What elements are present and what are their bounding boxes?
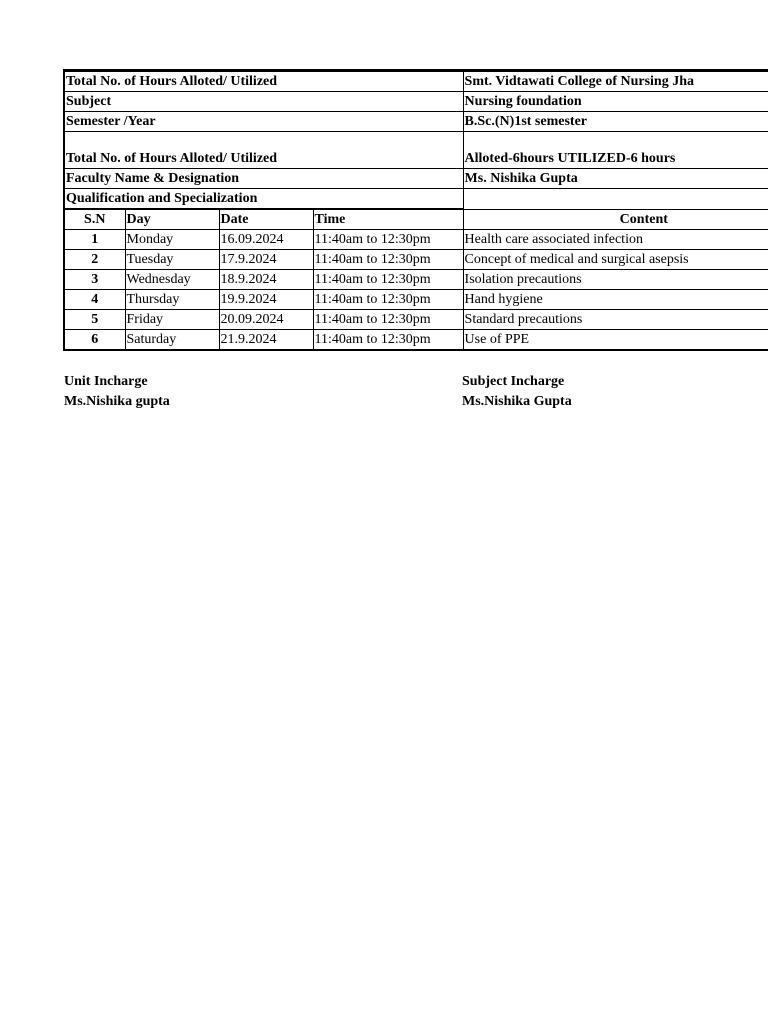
header-label: Semester /Year <box>64 112 463 132</box>
cell-sn: 1 <box>64 230 125 250</box>
cell-date: 21.9.2024 <box>219 330 313 351</box>
cell-time: 11:40am to 12:30pm <box>313 250 463 270</box>
table-row <box>64 290 768 310</box>
cell-date: 20.09.2024 <box>219 310 313 330</box>
cell-date: 17.9.2024 <box>219 250 313 270</box>
cell-date: 19.9.2024 <box>219 290 313 310</box>
column-header-time: Time <box>313 209 463 230</box>
cell-sn: 6 <box>64 330 125 351</box>
cell-time: 11:40am to 12:30pm <box>313 290 463 310</box>
cell-time: 11:40am to 12:30pm <box>313 330 463 351</box>
table-row <box>64 270 768 290</box>
cell-content: Use of PPE <box>463 330 768 351</box>
cell-sn: 5 <box>64 310 125 330</box>
header-row-semester <box>64 112 768 132</box>
header-label: Total No. of Hours Alloted/ Utilized <box>64 71 463 92</box>
subject-incharge-name: Ms.Nishika Gupta <box>462 394 572 409</box>
cell-time: 11:40am to 12:30pm <box>313 230 463 250</box>
header-label: Total No. of Hours Alloted/ Utilized <box>64 132 463 169</box>
schedule-header-row <box>64 209 768 230</box>
cell-content: Isolation precautions <box>463 270 768 290</box>
cell-sn: 4 <box>64 290 125 310</box>
unit-incharge-block <box>64 372 170 412</box>
header-label: Faculty Name & Designation <box>64 169 463 189</box>
cell-day: Wednesday <box>125 270 219 290</box>
unit-incharge-title: Unit Incharge <box>64 374 148 389</box>
lesson-plan-table <box>63 69 768 351</box>
column-header-day: Day <box>125 209 219 230</box>
table-row <box>64 310 768 330</box>
cell-sn: 2 <box>64 250 125 270</box>
subject-incharge-title: Subject Incharge <box>462 374 565 389</box>
cell-content: Health care associated infection <box>463 230 768 250</box>
semester-value: B.Sc.(N)1st semester <box>463 112 768 132</box>
cell-date: 18.9.2024 <box>219 270 313 290</box>
subject-incharge-block <box>462 372 572 412</box>
cell-day: Saturday <box>125 330 219 351</box>
cell-time: 11:40am to 12:30pm <box>313 270 463 290</box>
cell-content: Standard precautions <box>463 310 768 330</box>
cell-date: 16.09.2024 <box>219 230 313 250</box>
column-header-date: Date <box>219 209 313 230</box>
unit-incharge-name: Ms.Nishika gupta <box>64 394 170 409</box>
header-row-subject <box>64 92 768 112</box>
subject-value: Nursing foundation <box>463 92 768 112</box>
cell-day: Friday <box>125 310 219 330</box>
header-label: Qualification and Specialization <box>64 189 463 210</box>
cell-content: Hand hygiene <box>463 290 768 310</box>
header-row-qualification <box>64 189 768 210</box>
table-row <box>64 250 768 270</box>
hours-value: Alloted-6hours UTILIZED-6 hours <box>463 132 768 169</box>
table-row <box>64 230 768 250</box>
cell-day: Monday <box>125 230 219 250</box>
college-name: Smt. Vidtawati College of Nursing Jha <box>463 71 768 92</box>
column-header-content: Content <box>463 209 768 230</box>
cell-content: Concept of medical and surgical asepsis <box>463 250 768 270</box>
qualification-value <box>463 189 768 210</box>
cell-time: 11:40am to 12:30pm <box>313 310 463 330</box>
cell-day: Tuesday <box>125 250 219 270</box>
header-row-hours <box>64 132 768 169</box>
column-header-sn: S.N <box>64 209 125 230</box>
faculty-value: Ms. Nishika Gupta <box>463 169 768 189</box>
cell-sn: 3 <box>64 270 125 290</box>
header-label: Subject <box>64 92 463 112</box>
header-row-faculty <box>64 169 768 189</box>
table-row <box>64 330 768 351</box>
cell-day: Thursday <box>125 290 219 310</box>
header-row-hours-college <box>64 71 768 92</box>
